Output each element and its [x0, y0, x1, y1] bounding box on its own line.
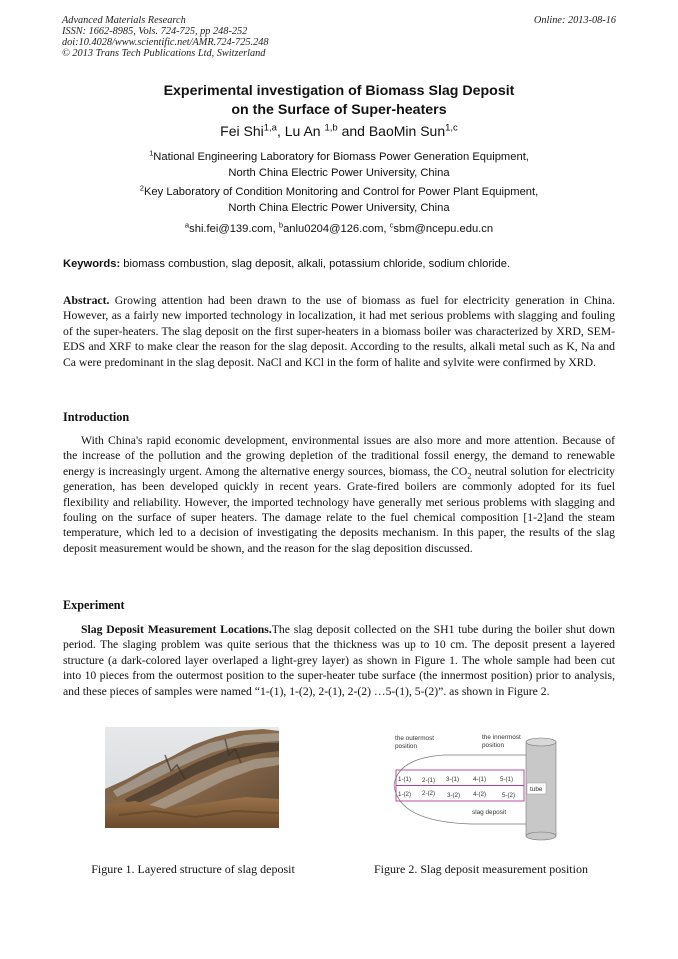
journal-copyright: © 2013 Trans Tech Publications Ltd, Switzerland — [62, 48, 266, 59]
sample-5-2: 5-(2) — [502, 792, 516, 799]
sample-3-1: 3-(1) — [446, 776, 460, 783]
email-2[interactable]: anlu0204@126.com, — [283, 223, 390, 235]
email-c-mark: c — [389, 220, 394, 230]
journal-name: Advanced Materials Research — [62, 15, 186, 26]
affiliation-1 — [70, 150, 608, 181]
experiment-subheading: Slag Deposit Measurement Locations. — [81, 623, 272, 636]
experiment-text: The slag deposit collected on the SH1 tube during the boiler shut down period. The slaging problem was quite serious that the thickness was up to 10 cm. The deposit present a layered structure (a dark-colored layer overlaped a light-grey layer) as shown in Figure 1. The whole sample had been cut into 10 pieces from the outermost position to the super-heater tube surface (the innermost position) prior to analysis, and these pieces of samples were named “1-(1), 1-(2), 2-(1), 2-(2) …5-(1), 5-(2)”. as shown in Figure 2. — [63, 623, 615, 698]
sample-1-1: 1-(1) — [398, 776, 412, 783]
abstract-label: Abstract. — [63, 294, 110, 307]
slag-deposit-label: slag deposit — [472, 809, 507, 816]
abstract-text: Growing attention had been drawn to the use of biomass as fuel for electricity generation in China. However, as a fairly new imported technology in localization, it had met serious problems with slagging and fouling of the super-heaters. The slag deposit on the first super-heaters in a biomass boiler was characterized by XRD, SEM-EDS and XRF to make clear the reason for the slag deposit. According to the results, alkali metal such as K, Na and Ca were predominant in the slag deposit. NaCl and KCl in the form of halite and sylvite were confirmed by XRD. — [63, 294, 615, 369]
introduction-paragraph — [63, 433, 615, 556]
journal-doi: doi:10.4028/www.scientific.net/AMR.724-725.248 — [62, 37, 269, 48]
email-3[interactable]: sbm@ncepu.edu.cn — [393, 223, 494, 235]
title-line-1: Experimental investigation of Biomass Slag Deposit — [163, 83, 515, 99]
introduction-text-part-2: neutral solution for electricity generation, has been developed quickly in recent years. Grate-fired boilers are commonly adopted for its fuel flexibility and reliability. However, the imported technology have generally met serious problems with slagging and fouling on the surface of super heaters. The damage relate to the fuel chemical composition [1-2]and the steam temperature, which led to a decision of investigating the deposits mechanism. In this paper, the results of the slag deposit measurement would be shown, and the reason for the slag deposition discussed. — [63, 464, 615, 555]
sample-2-2: 2-(2) — [422, 790, 436, 797]
experiment-paragraph — [63, 622, 615, 699]
author-list — [80, 123, 598, 139]
author-separator: , — [276, 123, 285, 139]
affiliation-2-line-2: North China Electric Power University, China — [228, 201, 450, 214]
journal-header — [62, 15, 422, 59]
author-1-affil: 1,a — [263, 122, 277, 134]
author-2: Lu An — [284, 123, 325, 139]
outermost-label-line-1: the outermost — [395, 735, 435, 742]
journal-issn: ISSN: 1662-8985, Vols. 724-725, pp 248-252 — [62, 26, 248, 37]
author-1: Fei Shi — [220, 123, 264, 139]
affiliation-1-line-1: National Engineering Laboratory for Biomass Power Generation Equipment, — [153, 151, 529, 163]
keywords-label: Keywords: — [63, 258, 121, 270]
sample-3-2: 3-(2) — [447, 792, 461, 799]
author-3-affil: 1,c — [445, 122, 458, 134]
affiliation-2 — [70, 185, 608, 216]
title-line-2: on the Surface of Super-heaters — [231, 102, 447, 118]
paper-title — [80, 82, 598, 120]
affiliation-1-line-2: North China Electric Power University, China — [228, 166, 450, 179]
slag-deposit-outline — [394, 755, 532, 824]
affiliation-2-number: 2 — [139, 183, 144, 193]
outermost-label-line-2: position — [395, 743, 418, 750]
online-date: Online: 2013-08-16 — [533, 15, 616, 26]
keywords-text: biomass combustion, slag deposit, alkali, potassium chloride, sodium chloride. — [120, 258, 511, 270]
innermost-label-line-2: position — [482, 742, 505, 749]
author-2-affil: 1,b — [324, 122, 338, 134]
email-1[interactable]: shi.fei@139.com, — [189, 223, 279, 235]
keywords — [63, 258, 615, 270]
introduction-text-part-1: With China's rapid economic development, environmental issues are also more and more attention. Because of the increase of the pollution and the growing depletion of the traditional fossil energy, the demand to renewable energy is increasingly urgent. Among the alternative energy sources, biomass, the CO — [63, 434, 615, 478]
tube-bottom — [526, 832, 556, 840]
tube-top — [526, 738, 556, 746]
affiliation-1-number: 1 — [149, 148, 154, 158]
sample-4-2: 4-(2) — [473, 791, 487, 798]
author-3: BaoMin Sun — [368, 123, 446, 139]
author-emails — [70, 222, 608, 238]
tube-label: tube — [530, 786, 543, 793]
sample-5-1: 5-(1) — [500, 776, 514, 783]
sample-1-2: 1-(2) — [398, 791, 412, 798]
author-separator: and — [337, 123, 369, 139]
email-b-mark: b — [278, 220, 284, 230]
abstract — [63, 293, 615, 370]
figure-1-caption: Figure 1. Layered structure of slag deposit — [91, 862, 295, 876]
co2-subscript: 2 — [467, 471, 472, 481]
measurement-position-diagram — [386, 730, 566, 842]
innermost-label-line-1: the innermost — [482, 734, 521, 741]
introduction-heading: Introduction — [63, 410, 130, 424]
sample-2-1: 2-(1) — [422, 777, 436, 784]
experiment-heading: Experiment — [63, 598, 125, 612]
email-a-mark: a — [184, 220, 190, 230]
slag-deposit-photo — [105, 727, 279, 828]
figure-2-caption: Figure 2. Slag deposit measurement position — [374, 862, 588, 876]
affiliation-2-line-1: Key Laboratory of Condition Monitoring and Control for Power Plant Equipment, — [143, 186, 539, 198]
sample-4-1: 4-(1) — [473, 776, 487, 783]
